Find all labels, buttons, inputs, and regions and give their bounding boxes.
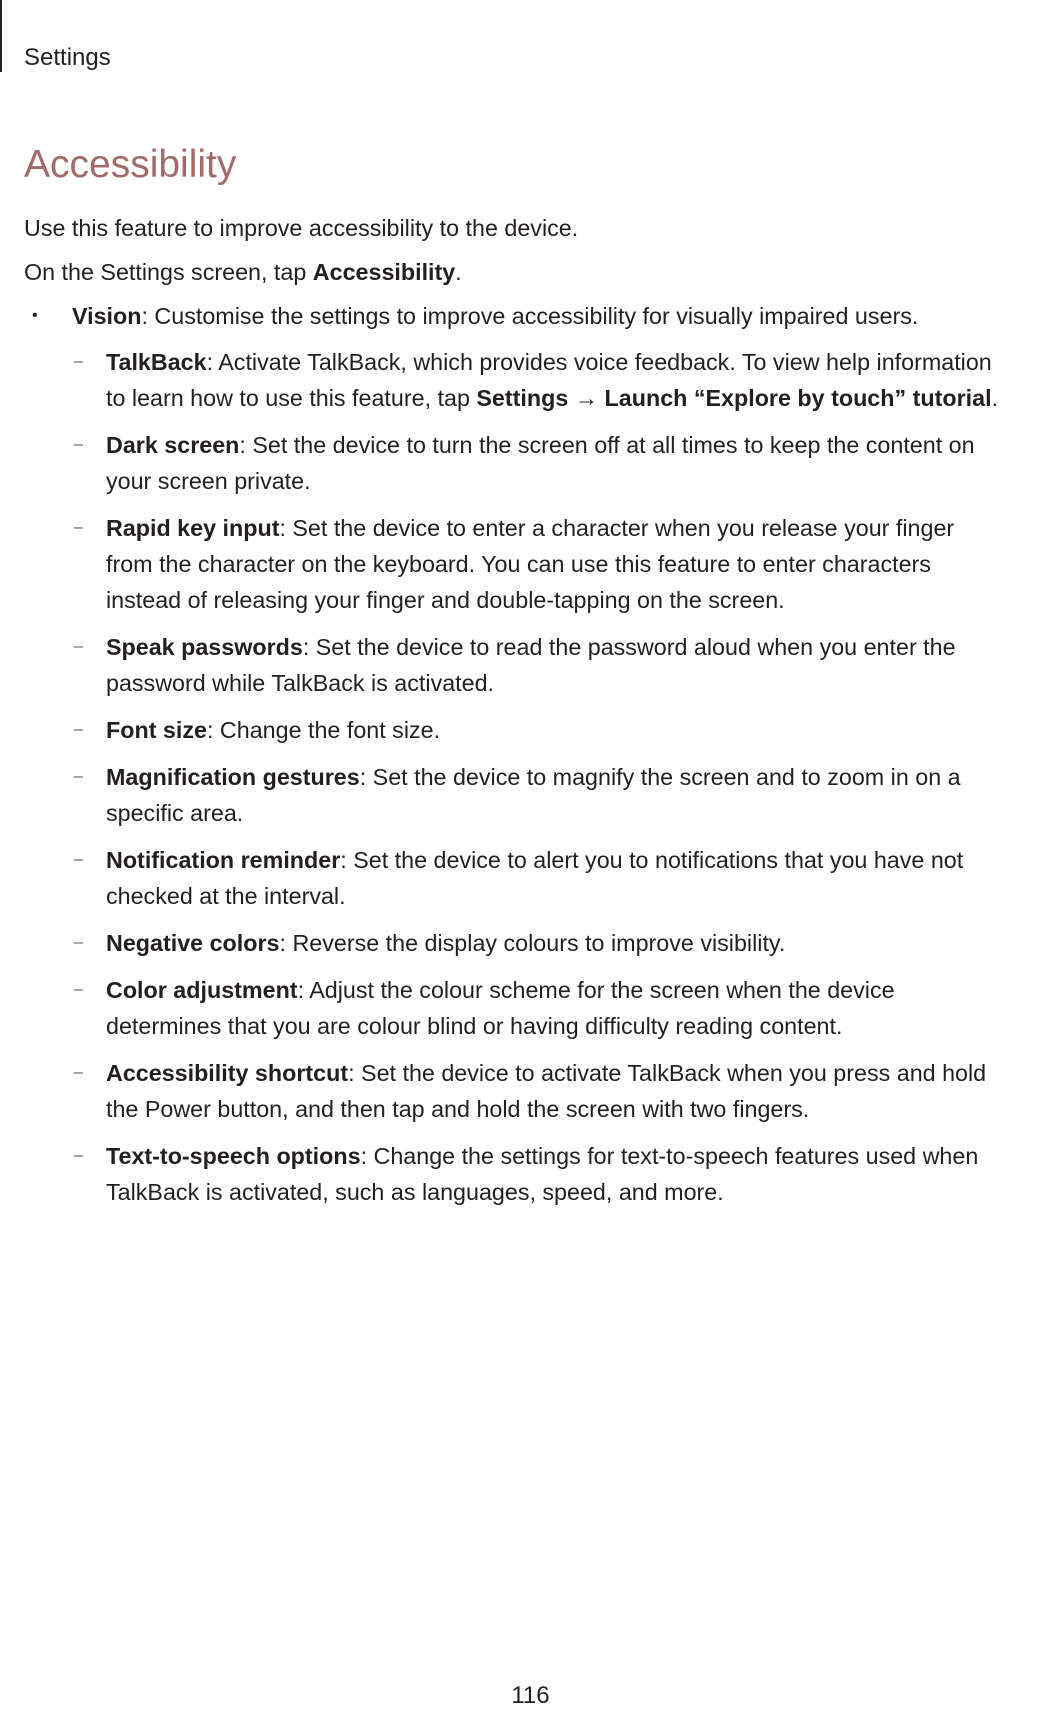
bullet-icon: •: [32, 307, 38, 324]
list-item-accessibility-shortcut: [74, 1055, 1054, 1127]
item-text: : Activate TalkBack, which provides voice feedback. To view help information: [206, 349, 992, 375]
vision-bullet: [24, 298, 1054, 334]
item-text: : Adjust the colour scheme for the screen when the device: [297, 977, 895, 1003]
list-item-negative-colors: [74, 925, 1054, 961]
item-text: : Change the font size.: [206, 717, 441, 743]
item-text: : Set the device to magnify the screen and to zoom in on a: [359, 764, 961, 790]
item-text: password while TalkBack is activated.: [106, 670, 495, 696]
vision-label: Vision: [72, 303, 142, 329]
settings-menu-label: Settings: [476, 385, 569, 411]
dash-icon: –: [74, 981, 83, 998]
dash-icon: –: [74, 1147, 83, 1164]
item-text: the Power button, and then tap and hold the screen with two fingers.: [106, 1096, 810, 1122]
intro-paragraph: Use this feature to improve accessibility to the device.: [24, 215, 579, 241]
page-content: [24, 210, 1054, 1221]
dash-icon: –: [74, 851, 83, 868]
item-text: .: [991, 385, 999, 411]
item-text: : Change the settings for text-to-speech features used when: [360, 1143, 979, 1169]
dash-icon: –: [74, 436, 83, 453]
dash-icon: –: [74, 1064, 83, 1081]
item-text: : Set the device to read the password aloud when you enter the: [302, 634, 956, 660]
dash-icon: –: [74, 934, 83, 951]
item-text: from the character on the keyboard. You can use this feature to enter characters: [106, 551, 931, 577]
launch-tutorial-label: Launch “Explore by touch” tutorial: [604, 385, 992, 411]
item-label: TalkBack: [106, 349, 207, 375]
list-item-dark-screen: [74, 427, 1054, 499]
item-text: TalkBack is activated, such as languages, speed, and more.: [106, 1179, 724, 1205]
item-text: : Set the device to activate TalkBack when you press and hold: [348, 1060, 987, 1086]
item-text: : Set the device to alert you to notifications that you have not: [340, 847, 964, 873]
item-text: instead of releasing your finger and double-tapping on the screen.: [106, 587, 785, 613]
dash-icon: –: [74, 721, 83, 738]
vision-desc: : Customise the settings to improve accessibility for visually impaired users.: [141, 303, 919, 329]
dash-icon: –: [74, 353, 83, 370]
item-label: Text-to-speech options: [106, 1143, 361, 1169]
list-item-talkback: [74, 344, 1054, 416]
vision-options-list: [24, 344, 1054, 1210]
instruction-target: Accessibility: [312, 259, 456, 285]
header-rule: [0, 0, 2, 72]
page-number: 116: [511, 1682, 550, 1709]
item-label: Negative colors: [106, 930, 280, 956]
running-header: Settings: [24, 44, 111, 71]
list-item-speak-passwords: [74, 629, 1054, 701]
list-item-magnification-gestures: [74, 759, 1054, 831]
dash-icon: –: [74, 638, 83, 655]
item-label: Speak passwords: [106, 634, 303, 660]
item-label: Accessibility shortcut: [106, 1060, 349, 1086]
item-text: : Reverse the display colours to improve visibility.: [279, 930, 786, 956]
arrow-icon: →: [568, 385, 605, 411]
list-item-text-to-speech: [74, 1138, 1054, 1210]
dash-icon: –: [74, 768, 83, 785]
list-item-font-size: [74, 712, 1054, 748]
item-text: : Set the device to enter a character when you release your finger: [279, 515, 955, 541]
section-title: Accessibility: [24, 143, 237, 186]
item-text: : Set the device to turn the screen off at all times to keep the content on: [239, 432, 975, 458]
item-text: checked at the interval.: [106, 883, 346, 909]
list-item-notification-reminder: [74, 842, 1054, 914]
item-text: specific area.: [106, 800, 244, 826]
item-label: Font size: [106, 717, 207, 743]
list-item-rapid-key-input: [74, 510, 1054, 618]
item-text: to learn how to use this feature, tap: [106, 385, 477, 411]
item-label: Notification reminder: [106, 847, 341, 873]
item-label: Rapid key input: [106, 515, 280, 541]
dash-icon: –: [74, 519, 83, 536]
item-text: determines that you are colour blind or having difficulty reading content.: [106, 1013, 843, 1039]
item-label: Dark screen: [106, 432, 240, 458]
item-text: your screen private.: [106, 468, 311, 494]
item-label: Magnification gestures: [106, 764, 360, 790]
list-item-color-adjustment: [74, 972, 1054, 1044]
instruction-paragraph: [24, 254, 1054, 290]
instruction-suffix: .: [455, 259, 462, 285]
item-label: Color adjustment: [106, 977, 298, 1003]
instruction-prefix: On the Settings screen, tap: [24, 259, 313, 285]
